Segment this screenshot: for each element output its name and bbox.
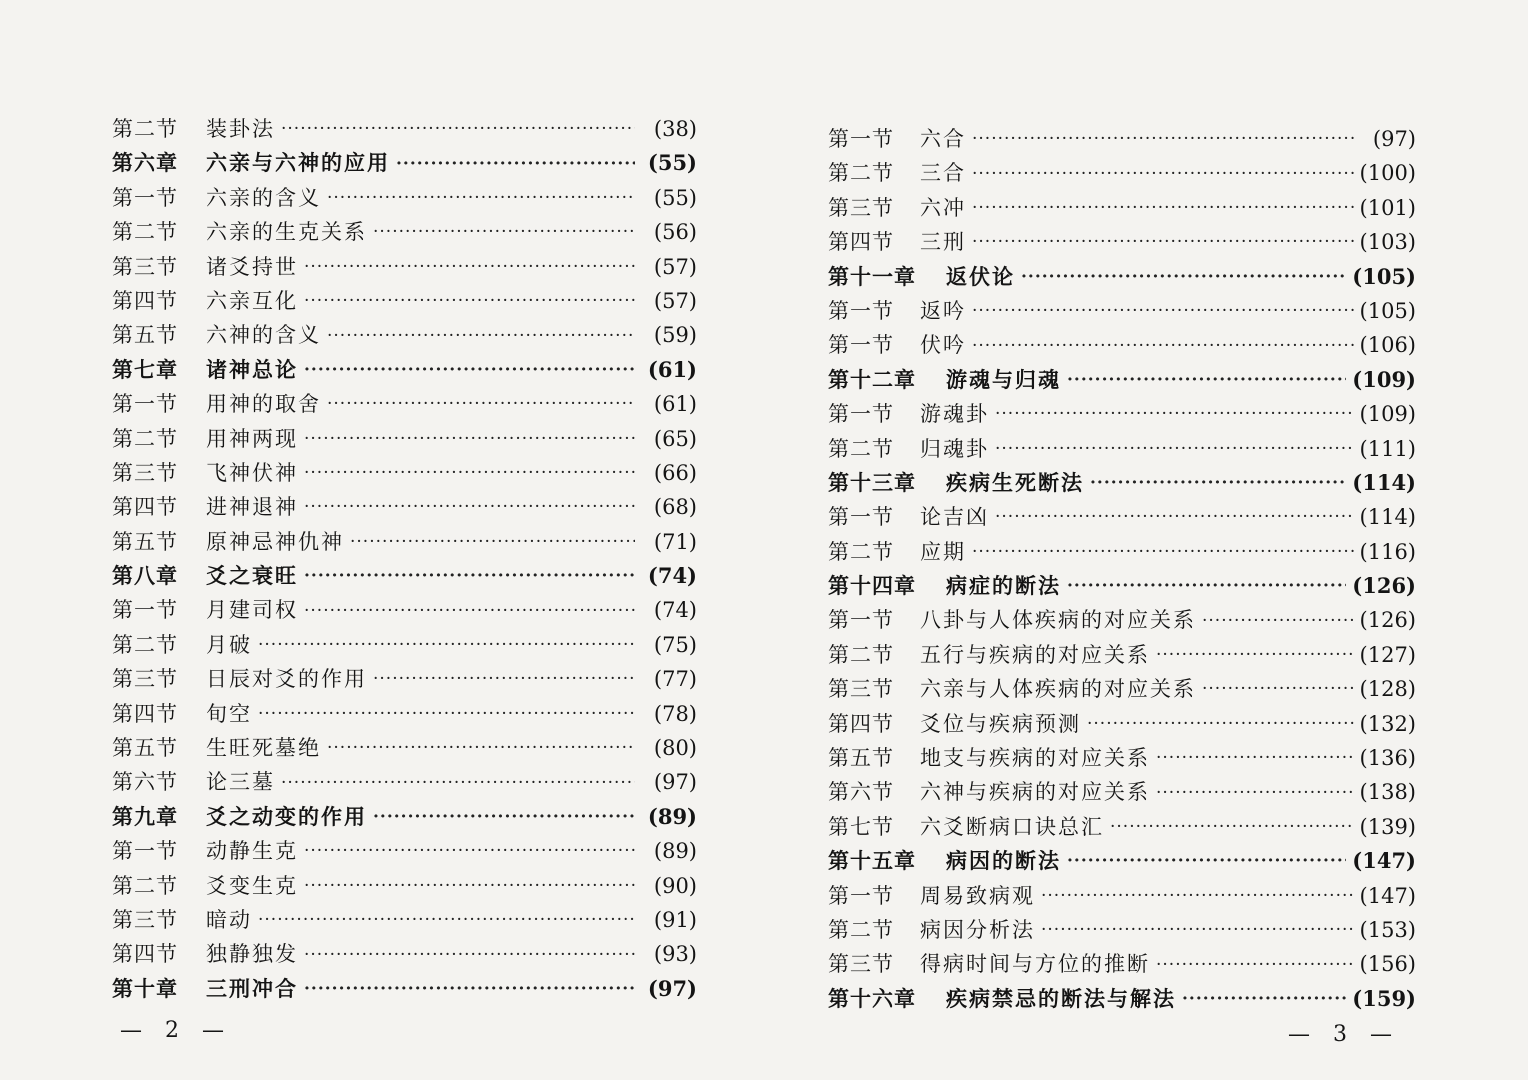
- entry-page-number: (74): [647, 563, 697, 589]
- entry-label: 第四节: [828, 711, 894, 736]
- entry-page-number: (59): [653, 323, 697, 348]
- entry-page-number: (109): [1359, 402, 1416, 427]
- toc-chapter-entry: [112, 353, 697, 387]
- entry-title: 周易致病观: [920, 883, 1035, 908]
- entry-label: 第四节: [112, 495, 178, 520]
- entry-title: 月破: [206, 632, 252, 657]
- entry-title: 应期: [920, 539, 966, 564]
- entry-title: 六神的含义: [206, 323, 321, 348]
- dot-leader: [972, 225, 1354, 259]
- entry-label: 第三节: [828, 677, 894, 702]
- dot-leader: [1087, 707, 1354, 741]
- entry-label: 第十六章: [828, 985, 916, 1011]
- dot-leader: [396, 147, 635, 181]
- dot-leader: [1156, 776, 1354, 810]
- entry-page-number: (114): [1359, 505, 1416, 530]
- toc-chapter-entry: [828, 844, 1416, 878]
- entry-label: 第五节: [828, 746, 894, 771]
- entry-title: 三刑: [920, 230, 966, 255]
- dot-leader: [972, 535, 1354, 569]
- entry-title: 五行与疾病的对应关系: [920, 642, 1150, 667]
- entry-label: 第三节: [112, 907, 178, 932]
- dot-leader: [1021, 260, 1346, 294]
- entry-page-number: (56): [653, 220, 697, 245]
- entry-page-number: (97): [647, 975, 697, 1001]
- entry-page-number: (89): [647, 803, 697, 829]
- entry-page-number: (111): [1359, 436, 1416, 461]
- toc-section-entry: [112, 318, 697, 352]
- entry-page-number: (97): [653, 770, 697, 795]
- dot-leader: [304, 250, 635, 284]
- dot-leader: [1156, 638, 1354, 672]
- entry-label: 第二节: [828, 917, 894, 942]
- toc-section-entry: [112, 525, 697, 559]
- entry-page-number: (97): [1372, 127, 1416, 151]
- entry-title: 爻之衰旺: [206, 563, 298, 589]
- entry-label: 第二节: [112, 873, 178, 898]
- entry-title: 生旺死墓绝: [206, 736, 321, 761]
- entry-page-number: (89): [653, 839, 697, 864]
- dot-leader: [304, 594, 635, 628]
- toc-chapter-entry: [112, 800, 697, 834]
- entry-title: 暗动: [206, 907, 252, 932]
- entry-label: 第四节: [828, 230, 894, 255]
- entry-page-number: (71): [653, 529, 697, 554]
- dot-leader: [1041, 913, 1354, 947]
- entry-page-number: (136): [1359, 746, 1416, 771]
- entry-title: 病因分析法: [920, 917, 1035, 942]
- dot-leader: [1041, 879, 1354, 913]
- entry-label: 第十二章: [828, 366, 916, 392]
- dot-leader: [327, 387, 635, 421]
- table-of-contents: [112, 112, 697, 1006]
- dot-leader: [1090, 466, 1346, 500]
- entry-label: 第一节: [112, 185, 178, 210]
- entry-label: 第三节: [828, 952, 894, 977]
- dot-leader: [304, 869, 635, 903]
- entry-title: 旬空: [206, 701, 252, 726]
- toc-section-entry: [828, 672, 1416, 706]
- entry-title: 动静生克: [206, 839, 298, 864]
- entry-label: 第十章: [112, 975, 178, 1001]
- toc-section-entry: [112, 387, 697, 421]
- entry-page-number: (128): [1359, 677, 1416, 702]
- entry-title: 诸神总论: [206, 356, 298, 382]
- entry-page-number: (127): [1359, 642, 1416, 667]
- entry-label: 第一节: [828, 883, 894, 908]
- entry-page-number: (66): [653, 460, 697, 485]
- toc-chapter-entry: [828, 260, 1416, 294]
- entry-title: 飞神伏神: [206, 460, 298, 485]
- page-number: — 2 —: [120, 1018, 232, 1043]
- dot-leader: [304, 490, 635, 524]
- entry-page-number: (126): [1352, 573, 1416, 599]
- toc-chapter-entry: [112, 559, 697, 593]
- entry-page-number: (93): [653, 942, 697, 967]
- entry-label: 第二节: [112, 632, 178, 657]
- entry-title: 独静独发: [206, 942, 298, 967]
- entry-page-number: (126): [1359, 608, 1416, 633]
- dot-leader: [972, 191, 1354, 225]
- toc-section-entry: [112, 869, 697, 903]
- entry-label: 第七节: [828, 814, 894, 839]
- entry-title: 进神退神: [206, 495, 298, 520]
- entry-label: 第七章: [112, 356, 178, 382]
- entry-title: 六亲与人体疾病的对应关系: [920, 677, 1196, 702]
- dot-leader: [327, 731, 635, 765]
- entry-title: 日辰对爻的作用: [206, 667, 367, 692]
- toc-section-entry: [112, 903, 697, 937]
- entry-page-number: (101): [1359, 195, 1416, 220]
- entry-label: 第四节: [112, 942, 178, 967]
- dot-leader: [972, 294, 1354, 328]
- toc-section-entry: [828, 122, 1416, 156]
- entry-label: 第二节: [112, 220, 178, 245]
- entry-page-number: (55): [647, 150, 697, 176]
- entry-page-number: (65): [653, 426, 697, 451]
- entry-title: 诸爻持世: [206, 254, 298, 279]
- toc-section-entry: [112, 731, 697, 765]
- entry-title: 返伏论: [946, 263, 1015, 289]
- entry-label: 第三节: [112, 667, 178, 692]
- entry-label: 第一节: [828, 127, 894, 151]
- dot-leader: [304, 422, 635, 456]
- toc-section-entry: [112, 181, 697, 215]
- entry-page-number: (90): [653, 873, 697, 898]
- toc-chapter-entry: [828, 466, 1416, 500]
- toc-section-entry: [828, 397, 1416, 431]
- entry-label: 第一节: [828, 608, 894, 633]
- toc-section-entry: [828, 775, 1416, 809]
- entry-label: 第八章: [112, 563, 178, 589]
- entry-title: 六亲与六神的应用: [206, 150, 390, 176]
- entry-label: 第九章: [112, 803, 178, 829]
- dot-leader: [1067, 569, 1346, 603]
- dot-leader: [1156, 948, 1354, 982]
- entry-title: 三合: [920, 161, 966, 186]
- toc-chapter-entry: [828, 363, 1416, 397]
- dot-leader: [281, 112, 635, 146]
- entry-title: 用神两现: [206, 426, 298, 451]
- right-page: [764, 0, 1528, 1080]
- entry-page-number: (78): [653, 701, 697, 726]
- toc-section-entry: [828, 535, 1416, 569]
- toc-section-entry: [112, 662, 697, 696]
- entry-page-number: (55): [653, 185, 697, 210]
- entry-label: 第十五章: [828, 848, 916, 874]
- entry-page-number: (109): [1352, 366, 1416, 392]
- entry-title: 装卦法: [206, 117, 275, 141]
- entry-title: 地支与疾病的对应关系: [920, 746, 1150, 771]
- toc-section-entry: [112, 697, 697, 731]
- entry-label: 第一节: [112, 598, 178, 623]
- entry-title: 病症的断法: [946, 573, 1061, 599]
- toc-section-entry: [112, 422, 697, 456]
- entry-label: 第四节: [112, 701, 178, 726]
- dot-leader: [304, 284, 635, 318]
- entry-page-number: (114): [1352, 469, 1416, 495]
- dot-leader: [1067, 363, 1346, 397]
- toc-chapter-entry: [828, 569, 1416, 603]
- dot-leader: [327, 319, 635, 353]
- entry-label: 第一节: [112, 392, 178, 417]
- entry-page-number: (159): [1352, 985, 1416, 1011]
- dot-leader: [972, 122, 1354, 156]
- toc-section-entry: [112, 490, 697, 524]
- toc-section-entry: [828, 947, 1416, 981]
- entry-label: 第二节: [112, 426, 178, 451]
- toc-section-entry: [112, 456, 697, 490]
- toc-section-entry: [828, 603, 1416, 637]
- table-of-contents: [828, 122, 1416, 1016]
- toc-section-entry: [112, 628, 697, 662]
- entry-title: 六亲的含义: [206, 185, 321, 210]
- entry-label: 第一节: [828, 402, 894, 427]
- entry-label: 第二节: [828, 642, 894, 667]
- entry-title: 用神的取舍: [206, 392, 321, 417]
- entry-title: 六爻断病口诀总汇: [920, 814, 1104, 839]
- entry-title: 爻变生克: [206, 873, 298, 898]
- dot-leader: [1156, 741, 1354, 775]
- entry-title: 月建司权: [206, 598, 298, 623]
- entry-label: 第十四章: [828, 573, 916, 599]
- entry-title: 六合: [920, 127, 966, 151]
- page-number: — 3 —: [1288, 1022, 1400, 1047]
- entry-label: 第五节: [112, 323, 178, 348]
- entry-title: 论吉凶: [920, 505, 989, 530]
- entry-title: 论三墓: [206, 770, 275, 795]
- entry-page-number: (156): [1359, 952, 1416, 977]
- dot-leader: [258, 903, 635, 937]
- entry-page-number: (100): [1359, 161, 1416, 186]
- entry-label: 第二节: [828, 161, 894, 186]
- dot-leader: [995, 397, 1354, 431]
- entry-label: 第十一章: [828, 263, 916, 289]
- dot-leader: [258, 697, 635, 731]
- entry-page-number: (91): [653, 907, 697, 932]
- entry-page-number: (57): [653, 288, 697, 313]
- toc-section-entry: [828, 500, 1416, 534]
- entry-title: 六神与疾病的对应关系: [920, 780, 1150, 805]
- entry-page-number: (103): [1359, 230, 1416, 255]
- entry-label: 第五节: [112, 736, 178, 761]
- entry-label: 第三节: [828, 195, 894, 220]
- entry-page-number: (132): [1359, 711, 1416, 736]
- dot-leader: [327, 181, 635, 215]
- entry-page-number: (77): [653, 667, 697, 692]
- dot-leader: [304, 559, 635, 593]
- dot-leader: [304, 972, 635, 1006]
- entry-title: 疾病禁忌的断法与解法: [946, 985, 1176, 1011]
- entry-title: 六冲: [920, 195, 966, 220]
- dot-leader: [995, 500, 1354, 534]
- toc-section-entry: [828, 294, 1416, 328]
- entry-page-number: (74): [653, 598, 697, 623]
- entry-label: 第一节: [828, 505, 894, 530]
- entry-title: 原神忌神仇神: [206, 529, 344, 554]
- entry-title: 八卦与人体疾病的对应关系: [920, 608, 1196, 633]
- entry-title: 归魂卦: [920, 436, 989, 461]
- entry-page-number: (139): [1359, 814, 1416, 839]
- entry-title: 三刑冲合: [206, 975, 298, 1001]
- toc-chapter-entry: [112, 146, 697, 180]
- dot-leader: [258, 628, 635, 662]
- entry-title: 得病时间与方位的推断: [920, 952, 1150, 977]
- entry-label: 第一节: [828, 298, 894, 323]
- entry-page-number: (57): [653, 254, 697, 279]
- entry-label: 第一节: [828, 333, 894, 358]
- toc-section-entry: [828, 913, 1416, 947]
- entry-page-number: (153): [1359, 917, 1416, 942]
- entry-page-number: (80): [653, 736, 697, 761]
- dot-leader: [304, 456, 635, 490]
- dot-leader: [373, 800, 635, 834]
- entry-label: 第二节: [828, 539, 894, 564]
- entry-title: 返吟: [920, 298, 966, 323]
- entry-page-number: (147): [1352, 848, 1416, 874]
- toc-chapter-entry: [828, 982, 1416, 1016]
- toc-section-entry: [112, 937, 697, 971]
- entry-label: 第五节: [112, 529, 178, 554]
- entry-label: 第六节: [112, 770, 178, 795]
- toc-section-entry: [828, 432, 1416, 466]
- dot-leader: [1067, 844, 1346, 878]
- entry-title: 伏吟: [920, 333, 966, 358]
- entry-label: 第一节: [112, 839, 178, 864]
- entry-page-number: (38): [653, 117, 697, 141]
- entry-page-number: (105): [1352, 263, 1416, 289]
- dot-leader: [972, 157, 1354, 191]
- entry-page-number: (106): [1359, 333, 1416, 358]
- toc-section-entry: [112, 112, 697, 146]
- entry-title: 游魂与归魂: [946, 366, 1061, 392]
- toc-section-entry: [112, 250, 697, 284]
- entry-title: 病因的断法: [946, 848, 1061, 874]
- entry-page-number: (147): [1359, 883, 1416, 908]
- toc-section-entry: [112, 593, 697, 627]
- dot-leader: [1182, 982, 1346, 1016]
- entry-title: 六亲互化: [206, 288, 298, 313]
- entry-label: 第六章: [112, 150, 178, 176]
- toc-section-entry: [828, 741, 1416, 775]
- dot-leader: [1202, 672, 1354, 706]
- toc-section-entry: [112, 215, 697, 249]
- entry-page-number: (138): [1359, 780, 1416, 805]
- dot-leader: [281, 766, 635, 800]
- entry-label: 第四节: [112, 288, 178, 313]
- dot-leader: [373, 215, 635, 249]
- entry-page-number: (68): [653, 495, 697, 520]
- toc-section-entry: [112, 284, 697, 318]
- dot-leader: [972, 329, 1354, 363]
- entry-label: 第六节: [828, 780, 894, 805]
- entry-title: 疾病生死断法: [946, 469, 1084, 495]
- entry-label: 第二节: [828, 436, 894, 461]
- entry-title: 六亲的生克关系: [206, 220, 367, 245]
- entry-label: 第十三章: [828, 469, 916, 495]
- entry-label: 第二节: [112, 117, 178, 141]
- dot-leader: [350, 525, 635, 559]
- toc-section-entry: [828, 879, 1416, 913]
- toc-section-entry: [112, 765, 697, 799]
- dot-leader: [1202, 604, 1354, 638]
- entry-title: 爻之动变的作用: [206, 803, 367, 829]
- entry-title: 爻位与疾病预测: [920, 711, 1081, 736]
- toc-chapter-entry: [112, 972, 697, 1006]
- dot-leader: [1110, 810, 1354, 844]
- entry-page-number: (116): [1359, 539, 1416, 564]
- dot-leader: [373, 662, 635, 696]
- dot-leader: [995, 432, 1354, 466]
- entry-title: 游魂卦: [920, 402, 989, 427]
- entry-page-number: (61): [653, 392, 697, 417]
- dot-leader: [304, 938, 635, 972]
- toc-section-entry: [828, 225, 1416, 259]
- toc-section-entry: [828, 810, 1416, 844]
- toc-section-entry: [828, 638, 1416, 672]
- toc-section-entry: [828, 707, 1416, 741]
- entry-page-number: (61): [647, 356, 697, 382]
- toc-section-entry: [112, 834, 697, 868]
- toc-section-entry: [828, 328, 1416, 362]
- dot-leader: [304, 353, 635, 387]
- dot-leader: [304, 834, 635, 868]
- entry-label: 第三节: [112, 460, 178, 485]
- toc-section-entry: [828, 191, 1416, 225]
- entry-label: 第三节: [112, 254, 178, 279]
- toc-section-entry: [828, 156, 1416, 190]
- entry-page-number: (75): [653, 632, 697, 657]
- entry-page-number: (105): [1359, 298, 1416, 323]
